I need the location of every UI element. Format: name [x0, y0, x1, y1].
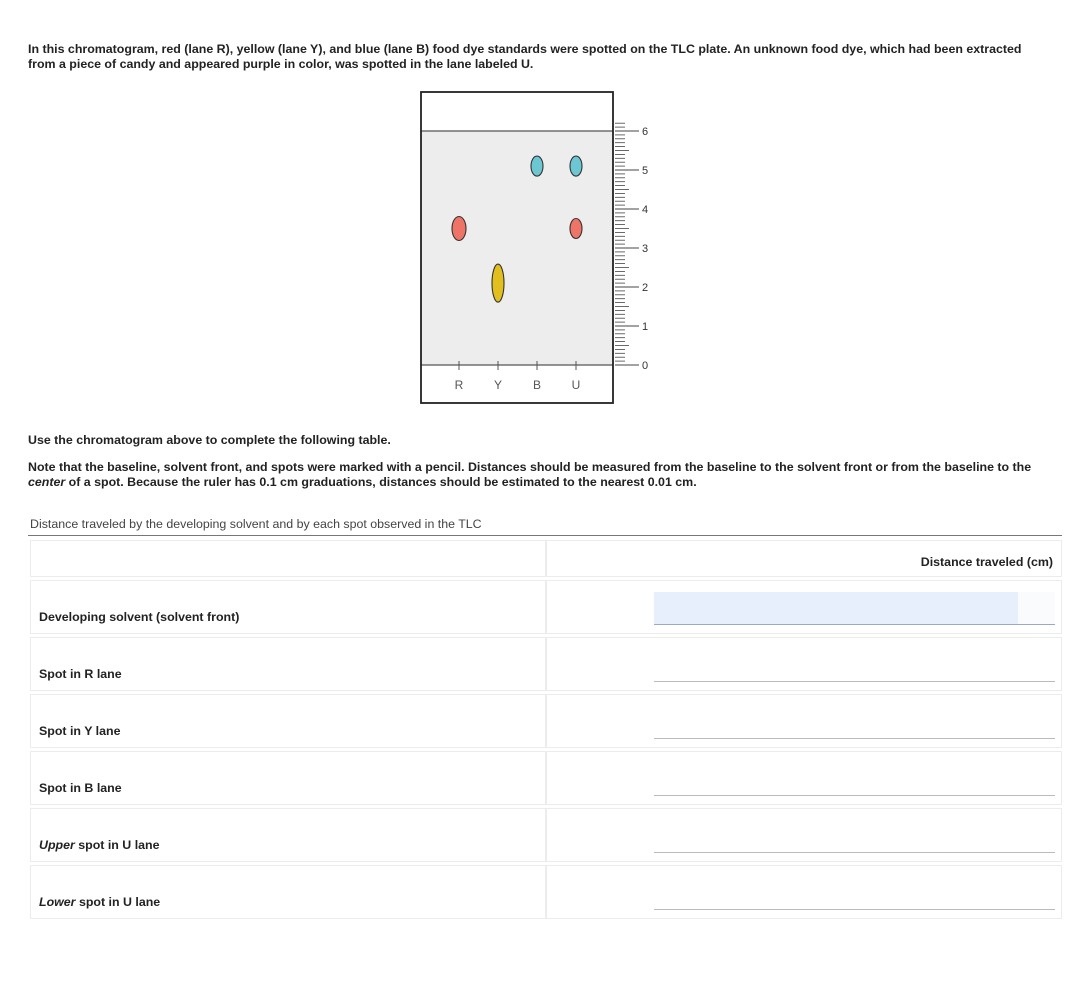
table-row: [30, 637, 1062, 691]
ruler-label: 1: [642, 321, 649, 333]
u-lower-spot-input[interactable]: [654, 877, 1055, 910]
intro-paragraph: In this chromatogram, red (lane R), yellow (lane Y), and blue (lane B) food dye standards were spotted on the TLC plate. An unknown food dye, which had been extracted from a piece of candy and appeared purple in color, was spotted in the lane labeled U.: [28, 42, 1022, 71]
ruler-label: 2: [642, 282, 649, 294]
dye-spot: [492, 264, 504, 302]
y-spot-input[interactable]: [654, 706, 1055, 739]
table-row: [30, 865, 1062, 919]
row-label: Spot in R lane: [30, 637, 546, 691]
table-row: [30, 580, 1062, 634]
table-caption: Distance traveled by the developing solvent and by each spot observed in the TLC: [30, 517, 482, 531]
row-value-cell: [546, 865, 1062, 919]
b-spot-input[interactable]: [654, 763, 1055, 796]
table-row: [30, 751, 1062, 805]
dye-spot: [531, 156, 543, 176]
header-distance: Distance traveled (cm): [546, 540, 1062, 577]
ruler-label: 6: [642, 126, 649, 138]
row-label: Spot in Y lane: [30, 694, 546, 748]
row-value-cell: [546, 751, 1062, 805]
lane-label: R: [454, 378, 464, 392]
ruler-label: 5: [642, 165, 649, 177]
caption-divider: [28, 535, 1062, 536]
ruler-label: 0: [642, 360, 649, 372]
r-spot-input[interactable]: [654, 649, 1055, 682]
row-label: Lower spot in U lane: [30, 865, 546, 919]
distance-table: [30, 537, 1062, 922]
row-value-cell: [546, 808, 1062, 862]
header-empty-cell: [30, 540, 546, 577]
tlc-figure: [419, 90, 664, 415]
note-text-before: Note that the baseline, solvent front, and spots were marked with a pencil. Distances should be measured from the baseline to the solvent front or from the baseline to the: [28, 460, 1032, 474]
u-upper-spot-input[interactable]: [654, 820, 1055, 853]
row-label: Developing solvent (solvent front): [30, 580, 546, 634]
table-row: [30, 808, 1062, 862]
lane-label: U: [571, 378, 581, 392]
table-header-row: [30, 540, 1062, 577]
note-text-after: of a spot. Because the ruler has 0.1 cm graduations, distances should be estimated to the nearest 0.01 cm.: [65, 475, 697, 489]
tlc-chromatogram: [419, 90, 664, 410]
row-value-cell: [546, 580, 1062, 634]
lane-label: B: [532, 378, 542, 392]
row-value-cell: [546, 637, 1062, 691]
row-label: Upper spot in U lane: [30, 808, 546, 862]
row-label: Spot in B lane: [30, 751, 546, 805]
solvent-area: [421, 131, 613, 365]
dye-spot: [570, 219, 582, 239]
table-row: [30, 694, 1062, 748]
lane-label: Y: [493, 378, 503, 392]
solvent-front-input[interactable]: [654, 592, 1055, 625]
row-value-cell: [546, 694, 1062, 748]
clipped-heading: [28, 2, 288, 14]
dye-spot: [452, 217, 466, 241]
ruler-label: 3: [642, 243, 649, 255]
dye-spot: [570, 156, 582, 176]
ruler-label: 4: [642, 204, 649, 216]
instructions: Use the chromatogram above to complete the following table.: [28, 433, 391, 447]
measurement-note: [28, 460, 1043, 490]
note-emphasis: center: [28, 475, 66, 489]
